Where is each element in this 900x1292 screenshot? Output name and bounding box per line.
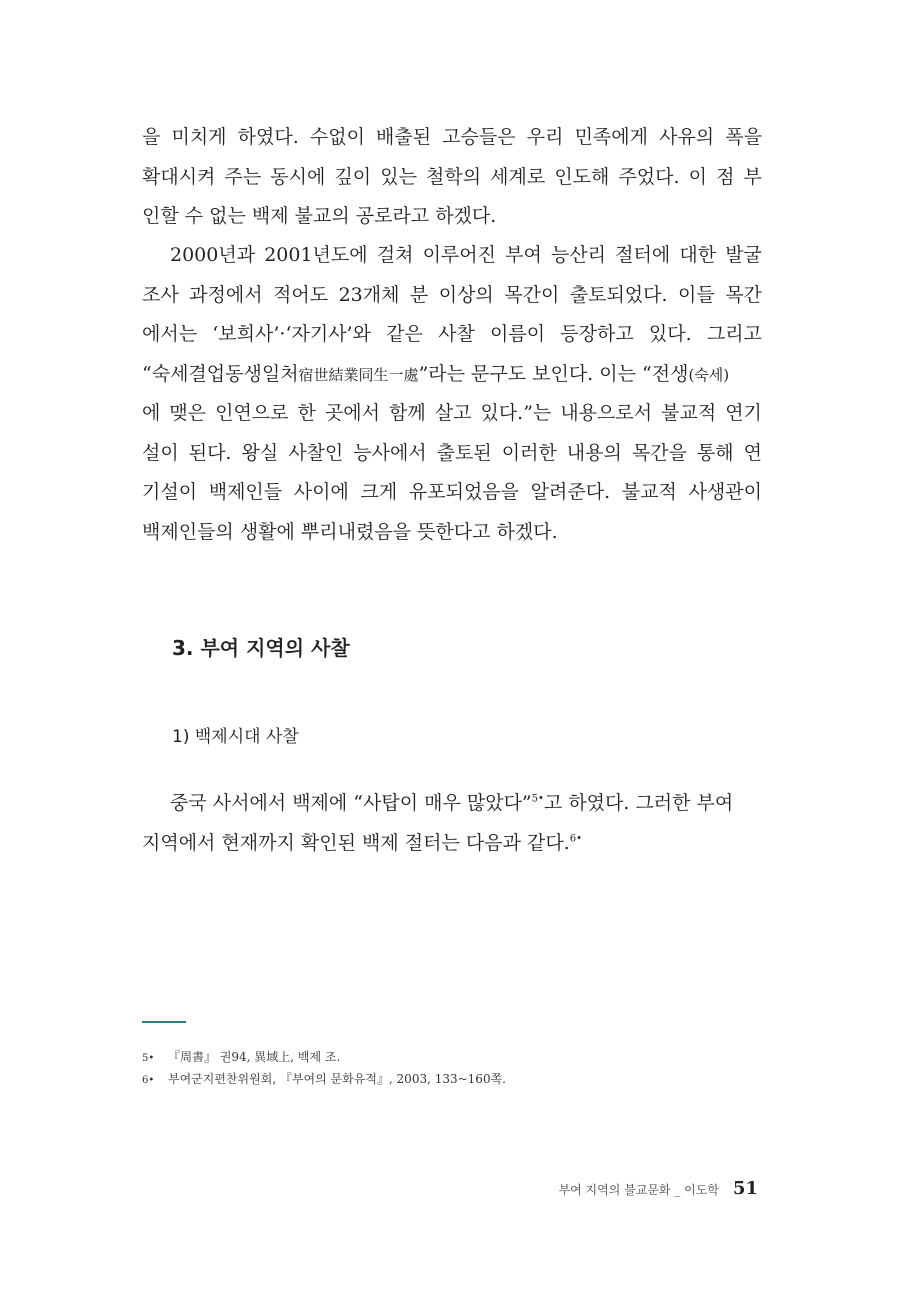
footnote (142, 1068, 506, 1090)
text-line: 인할 수 없는 백제 불교의 공로라고 하겠다. (142, 205, 497, 227)
text-line: 조사 과정에서 적어도 23개체 분 이상의 목간이 출토되었다. 이들 목간 (142, 283, 762, 306)
footnote-rule (142, 1021, 186, 1023)
footnote-text: 『周書』 권94, 異域上, 백제 조. (168, 1050, 341, 1064)
text-line: 을 미치게 하였다. 수없이 배출된 고승들은 우리 민족에게 사유의 폭을 (142, 126, 762, 148)
text-line: 2000년과 2001년도에 걸쳐 이루어진 부여 능산리 절터에 대한 발굴 (170, 244, 762, 266)
text-line: 에 맺은 인연으로 한 곳에서 함께 살고 있다.”는 내용으로서 불교적 연기 (142, 402, 762, 424)
text-line: 중국 사서에서 백제에 “사탑이 매우 많았다”$^{5•}$고 하였다. 그러한 부여 (170, 792, 734, 814)
paragraph-2 (142, 236, 762, 552)
footnote-number: 5• (142, 1053, 155, 1064)
paragraph-3 (142, 784, 762, 863)
running-title: 부여 지역의 불교문화 _ 이도학 (558, 1183, 719, 1197)
text-line: 백제인들의 생활에 뿌리내렸음을 뜻한다고 하겠다. (142, 520, 558, 543)
text-line: 에서는 ‘보희사’·‘자기사’와 같은 사찰 이름이 등장하고 있다. 그리고 (142, 323, 762, 345)
text-line (142, 355, 762, 395)
footnotes (142, 1046, 506, 1090)
hanja-text: 宿世結業同生一處 (298, 365, 419, 384)
text-line: 확대시켜 주는 동시에 깊이 있는 철학의 세계로 인도해 주었다. 이 점 부 (142, 165, 762, 188)
subsection-heading: 1) 백제시대 사찰 (172, 727, 299, 747)
footnote-text: 부여군지편찬위원회, 『부여의 문화유적』, 2003, 133~160쪽. (168, 1072, 506, 1086)
section-heading: 3. 부여 지역의 사찰 (172, 636, 350, 660)
footnote (142, 1046, 506, 1068)
text-line: 기설이 백제인들 사이에 크게 유포되었음을 알려준다. 불교적 사생관이 (142, 481, 762, 503)
page-number: 51 (732, 1178, 758, 1199)
text-line: 설이 된다. 왕실 사찰인 능사에서 출토된 이러한 내용의 목간을 통해 연 (142, 441, 762, 464)
paragraph-1 (142, 118, 762, 237)
footnote-number: 6• (142, 1075, 155, 1086)
quote-start: “숙세결업동생일처宿世結業同生一處”라는 문구도 보인다. 이는 “전생(숙세) (142, 362, 730, 385)
paren-note: (숙세) (688, 365, 730, 384)
running-footer (559, 1178, 758, 1199)
footnote-ref[interactable]: 5• (531, 793, 544, 805)
footnote-ref[interactable]: 6• (569, 833, 582, 845)
text-line: 지역에서 현재까지 확인된 백제 절터는 다음과 같다.$^{6•}$ (142, 831, 582, 854)
